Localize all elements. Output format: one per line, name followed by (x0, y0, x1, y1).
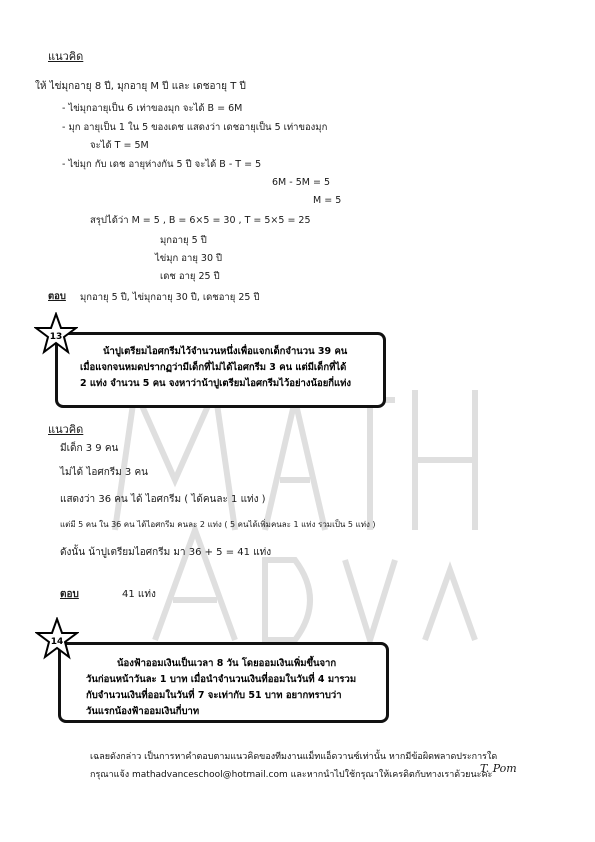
solution1-answer: มุกอายุ 5 ปี, ไข่มุกอายุ 30 ปี, เดชอายุ 25 ปี (80, 292, 260, 303)
solution2-heading: แนวคิด (48, 423, 84, 436)
problem14-line4: วันแรกน้องฟ้าออมเงินกี่บาท (86, 706, 200, 717)
solution2-answer-label: ตอบ (60, 589, 79, 600)
footer-disclaimer-line1: เฉลยดังกล่าว เป็นการหาคำตอบตามแนวคิดของทีมงานแม็ทแอ็ดวานซ์เท่านั้น หากมีข้อผิดพลาดประการใด (90, 752, 498, 762)
solution2-line3: แสดงว่า 36 คน ได้ ไอศกรีม ( ได้คนละ 1 แท่ง ) (60, 494, 266, 505)
solution1-result-khaimuk: ไข่มุก อายุ 30 ปี (155, 253, 223, 264)
star-badge-icon (35, 617, 79, 661)
problem13-line3: 2 แท่ง จำนวน 5 คน จงหาว่าน้าปูเตรียมไอศกรีมไว้อย่างน้อยกี่แท่ง (80, 378, 352, 389)
solution1-heading: แนวคิด (48, 50, 84, 63)
solution2-line5: ดังนั้น น้าปูเตรียมไอศกรีม มา 36 + 5 = 41 แท่ง (60, 547, 272, 558)
solution2-line2: ไม่ได้ ไอศกรีม 3 คน (60, 467, 148, 478)
solution2-line4: แต่มี 5 คน ใน 36 คน ได้ไอศกรีม คนละ 2 แท่ง ( 5 คนได้เพิ่มคนละ 1 แท่ง รวมเป็น 5 แท่ง ) (60, 520, 376, 529)
problem13-line1: น้าปูเตรียมไอศกรีมไว้จำนวนหนึ่งเพื่อแจกเด็กจำนวน 39 คน (103, 346, 348, 357)
solution1-answer-label: ตอบ (48, 291, 66, 302)
solution1-intro: ให้ ไข่มุกอายุ 8 ปี, มุกอายุ M ปี และ เดชอายุ T ปี (35, 81, 246, 92)
solution1-bullet2: - มุก อายุเป็น 1 ใน 5 ของเดช แสดงว่า เดชอายุเป็น 5 เท่าของมุก (62, 122, 328, 133)
solution1-bullet2b: จะได้ T = 5M (90, 140, 149, 151)
solution1-eq3: M = 5 (313, 195, 342, 206)
star-badge-icon (34, 312, 78, 356)
footer-disclaimer-line2: กรุณาแจ้ง mathadvanceschool@hotmail.com และหากนำไปใช้กรุณาให้เครดิตกับทางเราด้วยนะคะ (90, 770, 493, 780)
problem13-line2: เมื่อแจกจนหมดปรากฏว่ามีเด็กที่ไม่ได้ไอศกรีม 3 คน แต่มีเด็กที่ได้ (80, 362, 347, 373)
problem14-line2: วันก่อนหน้าวันละ 1 บาท เมื่อนำจำนวนเงินที่ออมในวันที่ 4 มารวม (86, 674, 357, 685)
solution1-bullet3: - ไข่มุก กับ เดช อายุห่างกัน 5 ปี จะได้ B - T = 5 (62, 159, 262, 170)
problem14-number: 14 (50, 637, 64, 647)
solution2-line1: มีเด็ก 3 9 คน (60, 443, 119, 454)
problem14-line3: กับจำนวนเงินที่ออมในวันที่ 7 จะเท่ากับ 51 บาท อยากทราบว่า (86, 690, 342, 701)
problem14-line1: น้องฟ้าออมเงินเป็นเวลา 8 วัน โดยออมเงินเพิ่มขึ้นจาก (117, 658, 337, 669)
solution2-answer: 41 แท่ง (122, 589, 156, 600)
solution1-summary: สรุปได้ว่า M = 5 , B = 6×5 = 30 , T = 5×5 = 25 (90, 215, 311, 226)
solution1-bullet1: - ไข่มุกอายุเป็น 6 เท่าของมุก จะได้ B = 6M (62, 103, 243, 114)
solution1-result-dech: เดช อายุ 25 ปี (160, 271, 220, 282)
problem13-number: 13 (49, 332, 63, 342)
solution1-result-muk: มุกอายุ 5 ปี (160, 235, 207, 246)
signature: T. Pom (480, 762, 517, 775)
solution1-eq2: 6M - 5M = 5 (272, 177, 330, 188)
